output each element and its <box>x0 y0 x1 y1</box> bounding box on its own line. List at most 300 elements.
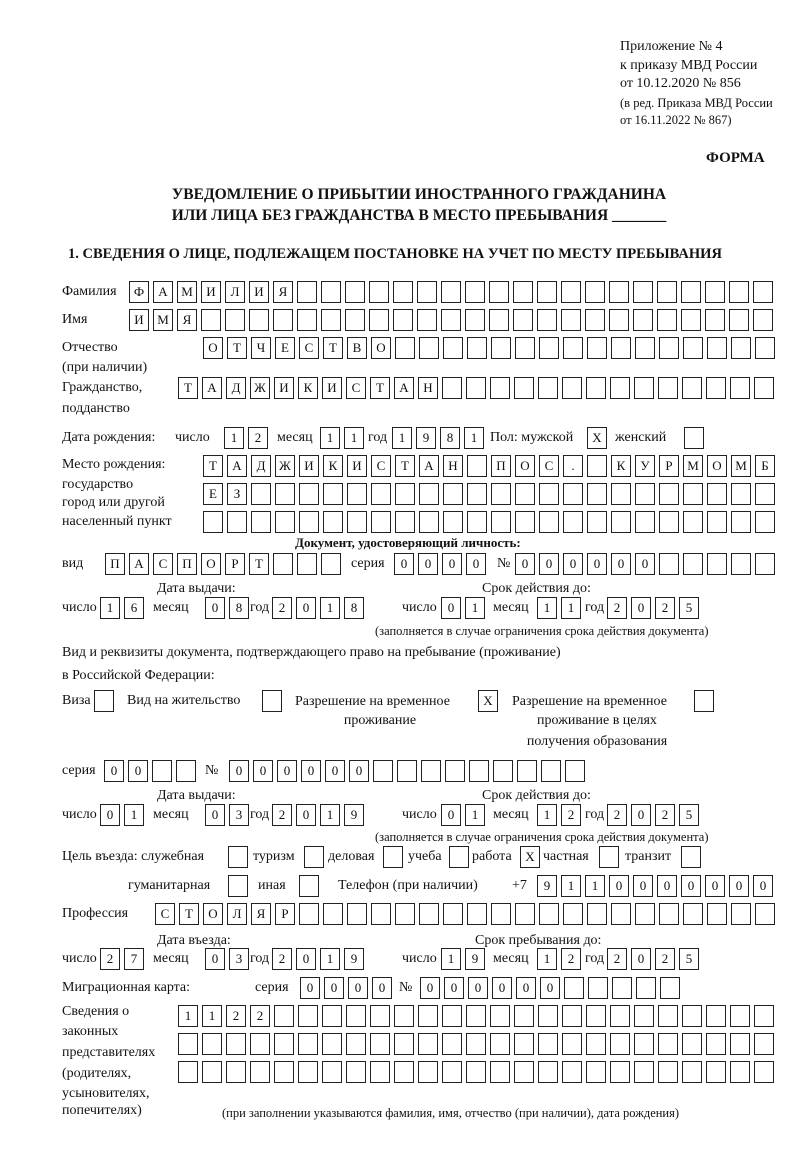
char-cell[interactable] <box>394 1005 414 1027</box>
char-cell[interactable] <box>588 977 608 999</box>
char-cell[interactable] <box>517 760 537 782</box>
purpose-tourism-checkbox[interactable] <box>304 846 324 868</box>
char-cell[interactable]: А <box>153 281 173 303</box>
doc-issue-day-field[interactable] <box>100 597 144 619</box>
char-cell[interactable]: 0 <box>205 597 225 619</box>
char-cell[interactable] <box>599 846 619 868</box>
char-cell[interactable]: 0 <box>100 804 120 826</box>
char-cell[interactable]: А <box>202 377 222 399</box>
char-cell[interactable] <box>705 281 725 303</box>
char-cell[interactable]: М <box>153 309 173 331</box>
birth-place-field-2[interactable] <box>203 483 775 505</box>
char-cell[interactable] <box>467 455 487 477</box>
char-cell[interactable] <box>561 281 581 303</box>
char-cell[interactable]: 8 <box>229 597 249 619</box>
char-cell[interactable]: 0 <box>633 875 653 897</box>
char-cell[interactable] <box>683 483 703 505</box>
char-cell[interactable] <box>657 281 677 303</box>
char-cell[interactable] <box>250 1033 270 1055</box>
char-cell[interactable] <box>541 760 561 782</box>
char-cell[interactable] <box>706 1005 726 1027</box>
char-cell[interactable] <box>297 281 317 303</box>
char-cell[interactable]: 0 <box>563 553 583 575</box>
char-cell[interactable] <box>729 281 749 303</box>
char-cell[interactable] <box>275 511 295 533</box>
char-cell[interactable] <box>515 903 535 925</box>
char-cell[interactable] <box>754 1061 774 1083</box>
char-cell[interactable]: 0 <box>205 948 225 970</box>
char-cell[interactable]: 1 <box>392 427 412 449</box>
char-cell[interactable] <box>323 903 343 925</box>
char-cell[interactable]: 2 <box>655 948 675 970</box>
name-field[interactable] <box>129 309 773 331</box>
citizenship-field[interactable] <box>178 377 774 399</box>
char-cell[interactable] <box>587 483 607 505</box>
char-cell[interactable] <box>250 1061 270 1083</box>
char-cell[interactable] <box>202 1061 222 1083</box>
char-cell[interactable] <box>417 309 437 331</box>
char-cell[interactable] <box>611 903 631 925</box>
char-cell[interactable] <box>585 309 605 331</box>
char-cell[interactable]: Б <box>755 455 775 477</box>
visa-checkbox[interactable] <box>94 690 114 712</box>
char-cell[interactable] <box>563 337 583 359</box>
char-cell[interactable]: 1 <box>320 427 340 449</box>
char-cell[interactable] <box>443 337 463 359</box>
char-cell[interactable] <box>754 1005 774 1027</box>
char-cell[interactable]: 0 <box>468 977 488 999</box>
char-cell[interactable] <box>251 511 271 533</box>
char-cell[interactable]: 0 <box>631 597 651 619</box>
char-cell[interactable]: С <box>371 455 391 477</box>
char-cell[interactable]: 0 <box>420 977 440 999</box>
char-cell[interactable]: 0 <box>631 948 651 970</box>
char-cell[interactable] <box>634 1061 654 1083</box>
char-cell[interactable] <box>323 483 343 505</box>
char-cell[interactable]: О <box>707 455 727 477</box>
char-cell[interactable] <box>418 1005 438 1027</box>
char-cell[interactable] <box>419 483 439 505</box>
reps-field-2[interactable] <box>178 1033 774 1055</box>
char-cell[interactable]: Я <box>273 281 293 303</box>
char-cell[interactable] <box>611 483 631 505</box>
char-cell[interactable]: Н <box>443 455 463 477</box>
char-cell[interactable] <box>466 1061 486 1083</box>
char-cell[interactable] <box>729 309 749 331</box>
char-cell[interactable]: А <box>227 455 247 477</box>
char-cell[interactable]: П <box>491 455 511 477</box>
char-cell[interactable]: А <box>419 455 439 477</box>
char-cell[interactable] <box>152 760 172 782</box>
char-cell[interactable] <box>297 309 317 331</box>
char-cell[interactable]: 3 <box>229 948 249 970</box>
char-cell[interactable] <box>346 1061 366 1083</box>
char-cell[interactable]: У <box>635 455 655 477</box>
char-cell[interactable] <box>370 1005 390 1027</box>
char-cell[interactable]: 1 <box>537 948 557 970</box>
char-cell[interactable] <box>731 483 751 505</box>
char-cell[interactable] <box>562 1033 582 1055</box>
char-cell[interactable] <box>442 377 462 399</box>
char-cell[interactable] <box>347 903 367 925</box>
char-cell[interactable]: 0 <box>441 804 461 826</box>
char-cell[interactable]: 0 <box>492 977 512 999</box>
char-cell[interactable] <box>586 1033 606 1055</box>
char-cell[interactable]: 2 <box>272 804 292 826</box>
char-cell[interactable]: Т <box>323 337 343 359</box>
birth-month-field[interactable] <box>320 427 364 449</box>
char-cell[interactable] <box>442 1005 462 1027</box>
char-cell[interactable] <box>611 337 631 359</box>
char-cell[interactable] <box>442 1033 462 1055</box>
char-cell[interactable] <box>226 1061 246 1083</box>
char-cell[interactable] <box>586 377 606 399</box>
char-cell[interactable]: 0 <box>609 875 629 897</box>
char-cell[interactable]: 9 <box>344 804 364 826</box>
char-cell[interactable]: С <box>153 553 173 575</box>
char-cell[interactable]: 1 <box>320 597 340 619</box>
char-cell[interactable]: 2 <box>607 804 627 826</box>
char-cell[interactable]: 0 <box>128 760 148 782</box>
char-cell[interactable]: Ж <box>275 455 295 477</box>
char-cell[interactable] <box>610 1033 630 1055</box>
char-cell[interactable] <box>683 511 703 533</box>
purpose-private-checkbox[interactable] <box>599 846 619 868</box>
char-cell[interactable]: 1 <box>561 875 581 897</box>
char-cell[interactable] <box>347 483 367 505</box>
char-cell[interactable]: К <box>611 455 631 477</box>
char-cell[interactable] <box>395 511 415 533</box>
char-cell[interactable]: 0 <box>657 875 677 897</box>
birth-year-field[interactable] <box>392 427 484 449</box>
char-cell[interactable]: 0 <box>300 977 320 999</box>
char-cell[interactable] <box>449 846 469 868</box>
char-cell[interactable] <box>563 903 583 925</box>
char-cell[interactable]: И <box>274 377 294 399</box>
char-cell[interactable] <box>635 511 655 533</box>
char-cell[interactable] <box>585 281 605 303</box>
char-cell[interactable]: Я <box>177 309 197 331</box>
char-cell[interactable] <box>659 553 679 575</box>
char-cell[interactable]: 0 <box>324 977 344 999</box>
char-cell[interactable]: 8 <box>344 597 364 619</box>
char-cell[interactable]: 1 <box>465 597 485 619</box>
char-cell[interactable] <box>755 903 775 925</box>
char-cell[interactable]: 8 <box>440 427 460 449</box>
patronymic-field[interactable] <box>203 337 775 359</box>
char-cell[interactable]: 6 <box>124 597 144 619</box>
char-cell[interactable] <box>537 281 557 303</box>
char-cell[interactable]: 2 <box>100 948 120 970</box>
char-cell[interactable]: 2 <box>250 1005 270 1027</box>
char-cell[interactable] <box>262 690 282 712</box>
char-cell[interactable]: О <box>203 903 223 925</box>
char-cell[interactable]: 1 <box>561 597 581 619</box>
char-cell[interactable]: 1 <box>441 948 461 970</box>
phone-field[interactable] <box>537 875 773 897</box>
char-cell[interactable] <box>755 511 775 533</box>
char-cell[interactable]: Н <box>418 377 438 399</box>
char-cell[interactable] <box>587 337 607 359</box>
char-cell[interactable] <box>587 511 607 533</box>
char-cell[interactable] <box>469 760 489 782</box>
char-cell[interactable]: С <box>346 377 366 399</box>
char-cell[interactable]: . <box>563 455 583 477</box>
char-cell[interactable] <box>681 281 701 303</box>
char-cell[interactable] <box>395 483 415 505</box>
char-cell[interactable] <box>346 1005 366 1027</box>
char-cell[interactable] <box>538 1061 558 1083</box>
char-cell[interactable] <box>707 903 727 925</box>
char-cell[interactable] <box>321 309 341 331</box>
right-valid-day-field[interactable] <box>441 804 485 826</box>
char-cell[interactable]: 0 <box>296 948 316 970</box>
char-cell[interactable] <box>539 483 559 505</box>
char-cell[interactable] <box>490 377 510 399</box>
char-cell[interactable] <box>658 377 678 399</box>
char-cell[interactable]: 0 <box>631 804 651 826</box>
char-cell[interactable] <box>178 1061 198 1083</box>
char-cell[interactable] <box>612 977 632 999</box>
char-cell[interactable]: 0 <box>394 553 414 575</box>
char-cell[interactable]: 0 <box>325 760 345 782</box>
char-cell[interactable] <box>539 337 559 359</box>
char-cell[interactable] <box>634 377 654 399</box>
char-cell[interactable] <box>383 846 403 868</box>
char-cell[interactable] <box>565 760 585 782</box>
char-cell[interactable]: 1 <box>537 804 557 826</box>
char-cell[interactable]: Л <box>225 281 245 303</box>
char-cell[interactable] <box>393 309 413 331</box>
char-cell[interactable] <box>514 1033 534 1055</box>
char-cell[interactable] <box>682 1005 702 1027</box>
char-cell[interactable] <box>610 1005 630 1027</box>
char-cell[interactable] <box>441 309 461 331</box>
char-cell[interactable]: О <box>201 553 221 575</box>
char-cell[interactable]: 0 <box>441 597 461 619</box>
char-cell[interactable] <box>539 903 559 925</box>
char-cell[interactable] <box>587 903 607 925</box>
char-cell[interactable] <box>321 281 341 303</box>
surname-field[interactable] <box>129 281 773 303</box>
char-cell[interactable] <box>467 337 487 359</box>
char-cell[interactable] <box>705 309 725 331</box>
char-cell[interactable]: 0 <box>418 553 438 575</box>
char-cell[interactable] <box>682 1033 702 1055</box>
purpose-humanitarian-checkbox[interactable] <box>228 875 248 897</box>
char-cell[interactable]: С <box>539 455 559 477</box>
char-cell[interactable]: 9 <box>416 427 436 449</box>
char-cell[interactable] <box>635 903 655 925</box>
char-cell[interactable]: 1 <box>344 427 364 449</box>
char-cell[interactable] <box>297 553 317 575</box>
char-cell[interactable] <box>707 483 727 505</box>
char-cell[interactable] <box>611 511 631 533</box>
char-cell[interactable] <box>418 1033 438 1055</box>
char-cell[interactable] <box>707 337 727 359</box>
char-cell[interactable]: Р <box>275 903 295 925</box>
char-cell[interactable] <box>489 309 509 331</box>
char-cell[interactable] <box>491 903 511 925</box>
char-cell[interactable]: И <box>129 309 149 331</box>
char-cell[interactable] <box>347 511 367 533</box>
char-cell[interactable] <box>563 483 583 505</box>
char-cell[interactable] <box>731 553 751 575</box>
char-cell[interactable]: И <box>201 281 221 303</box>
char-cell[interactable] <box>445 760 465 782</box>
char-cell[interactable] <box>658 1061 678 1083</box>
right-issue-year-field[interactable] <box>272 804 364 826</box>
char-cell[interactable]: 9 <box>537 875 557 897</box>
char-cell[interactable] <box>586 1061 606 1083</box>
mig-series-field[interactable] <box>300 977 392 999</box>
char-cell[interactable] <box>249 309 269 331</box>
char-cell[interactable] <box>467 483 487 505</box>
char-cell[interactable]: 0 <box>348 977 368 999</box>
char-cell[interactable]: 2 <box>607 597 627 619</box>
residence-permit-checkbox[interactable] <box>262 690 282 712</box>
char-cell[interactable] <box>706 1061 726 1083</box>
char-cell[interactable] <box>298 1033 318 1055</box>
purpose-service-checkbox[interactable] <box>228 846 248 868</box>
char-cell[interactable]: 2 <box>226 1005 246 1027</box>
char-cell[interactable] <box>684 427 704 449</box>
char-cell[interactable]: 0 <box>296 804 316 826</box>
char-cell[interactable] <box>394 1033 414 1055</box>
char-cell[interactable]: И <box>322 377 342 399</box>
char-cell[interactable] <box>730 1005 750 1027</box>
purpose-study-checkbox[interactable] <box>449 846 469 868</box>
char-cell[interactable] <box>514 1061 534 1083</box>
char-cell[interactable] <box>562 377 582 399</box>
char-cell[interactable] <box>94 690 114 712</box>
char-cell[interactable]: Т <box>395 455 415 477</box>
purpose-business-checkbox[interactable] <box>383 846 403 868</box>
char-cell[interactable] <box>373 760 393 782</box>
char-cell[interactable] <box>203 511 223 533</box>
char-cell[interactable] <box>419 337 439 359</box>
char-cell[interactable]: С <box>155 903 175 925</box>
char-cell[interactable] <box>466 1005 486 1027</box>
char-cell[interactable] <box>369 309 389 331</box>
char-cell[interactable]: А <box>394 377 414 399</box>
mig-number-field[interactable] <box>420 977 680 999</box>
char-cell[interactable] <box>489 281 509 303</box>
char-cell[interactable] <box>636 977 656 999</box>
char-cell[interactable] <box>658 1005 678 1027</box>
char-cell[interactable]: 0 <box>587 553 607 575</box>
char-cell[interactable] <box>228 875 248 897</box>
doc-issue-year-field[interactable] <box>272 597 364 619</box>
char-cell[interactable] <box>515 511 535 533</box>
char-cell[interactable] <box>538 1033 558 1055</box>
char-cell[interactable]: Ж <box>250 377 270 399</box>
char-cell[interactable]: М <box>731 455 751 477</box>
char-cell[interactable]: 0 <box>349 760 369 782</box>
char-cell[interactable] <box>659 337 679 359</box>
char-cell[interactable] <box>490 1005 510 1027</box>
temp-edu-checkbox[interactable] <box>694 690 714 712</box>
char-cell[interactable] <box>490 1033 510 1055</box>
char-cell[interactable] <box>563 511 583 533</box>
char-cell[interactable]: Д <box>251 455 271 477</box>
char-cell[interactable]: 1 <box>537 597 557 619</box>
char-cell[interactable]: О <box>203 337 223 359</box>
char-cell[interactable]: Л <box>227 903 247 925</box>
char-cell[interactable] <box>419 903 439 925</box>
char-cell[interactable]: 0 <box>540 977 560 999</box>
char-cell[interactable] <box>395 903 415 925</box>
char-cell[interactable] <box>345 281 365 303</box>
char-cell[interactable]: А <box>129 553 149 575</box>
char-cell[interactable] <box>225 309 245 331</box>
char-cell[interactable]: 1 <box>202 1005 222 1027</box>
char-cell[interactable]: О <box>371 337 391 359</box>
char-cell[interactable] <box>706 1033 726 1055</box>
char-cell[interactable] <box>683 337 703 359</box>
char-cell[interactable]: К <box>323 455 343 477</box>
char-cell[interactable] <box>178 1033 198 1055</box>
char-cell[interactable] <box>371 511 391 533</box>
char-cell[interactable] <box>443 483 463 505</box>
char-cell[interactable]: И <box>249 281 269 303</box>
char-cell[interactable] <box>369 281 389 303</box>
char-cell[interactable]: 0 <box>229 760 249 782</box>
char-cell[interactable]: 0 <box>296 597 316 619</box>
char-cell[interactable]: 1 <box>320 804 340 826</box>
char-cell[interactable]: М <box>683 455 703 477</box>
char-cell[interactable] <box>371 903 391 925</box>
char-cell[interactable]: 1 <box>320 948 340 970</box>
right-issue-day-field[interactable] <box>100 804 144 826</box>
char-cell[interactable] <box>755 553 775 575</box>
char-cell[interactable] <box>299 875 319 897</box>
char-cell[interactable]: 2 <box>561 804 581 826</box>
char-cell[interactable] <box>228 846 248 868</box>
char-cell[interactable] <box>371 483 391 505</box>
char-cell[interactable]: Т <box>179 903 199 925</box>
char-cell[interactable] <box>707 553 727 575</box>
char-cell[interactable] <box>465 281 485 303</box>
char-cell[interactable] <box>682 1061 702 1083</box>
char-cell[interactable]: Т <box>203 455 223 477</box>
doc-series-field[interactable] <box>394 553 486 575</box>
temp-residence-checkbox[interactable] <box>478 690 498 712</box>
char-cell[interactable] <box>694 690 714 712</box>
char-cell[interactable] <box>514 1005 534 1027</box>
char-cell[interactable] <box>298 1005 318 1027</box>
char-cell[interactable]: Д <box>226 377 246 399</box>
char-cell[interactable]: 0 <box>442 553 462 575</box>
char-cell[interactable] <box>274 1033 294 1055</box>
char-cell[interactable]: 2 <box>607 948 627 970</box>
right-valid-year-field[interactable] <box>607 804 699 826</box>
profession-field[interactable] <box>155 903 775 925</box>
char-cell[interactable] <box>491 483 511 505</box>
char-cell[interactable]: X <box>587 427 607 449</box>
char-cell[interactable] <box>442 1061 462 1083</box>
char-cell[interactable]: 1 <box>464 427 484 449</box>
char-cell[interactable]: Е <box>203 483 223 505</box>
char-cell[interactable] <box>659 511 679 533</box>
char-cell[interactable] <box>346 1033 366 1055</box>
char-cell[interactable]: 0 <box>753 875 773 897</box>
char-cell[interactable] <box>417 281 437 303</box>
char-cell[interactable] <box>610 1061 630 1083</box>
char-cell[interactable] <box>202 1033 222 1055</box>
char-cell[interactable] <box>176 760 196 782</box>
char-cell[interactable] <box>418 1061 438 1083</box>
